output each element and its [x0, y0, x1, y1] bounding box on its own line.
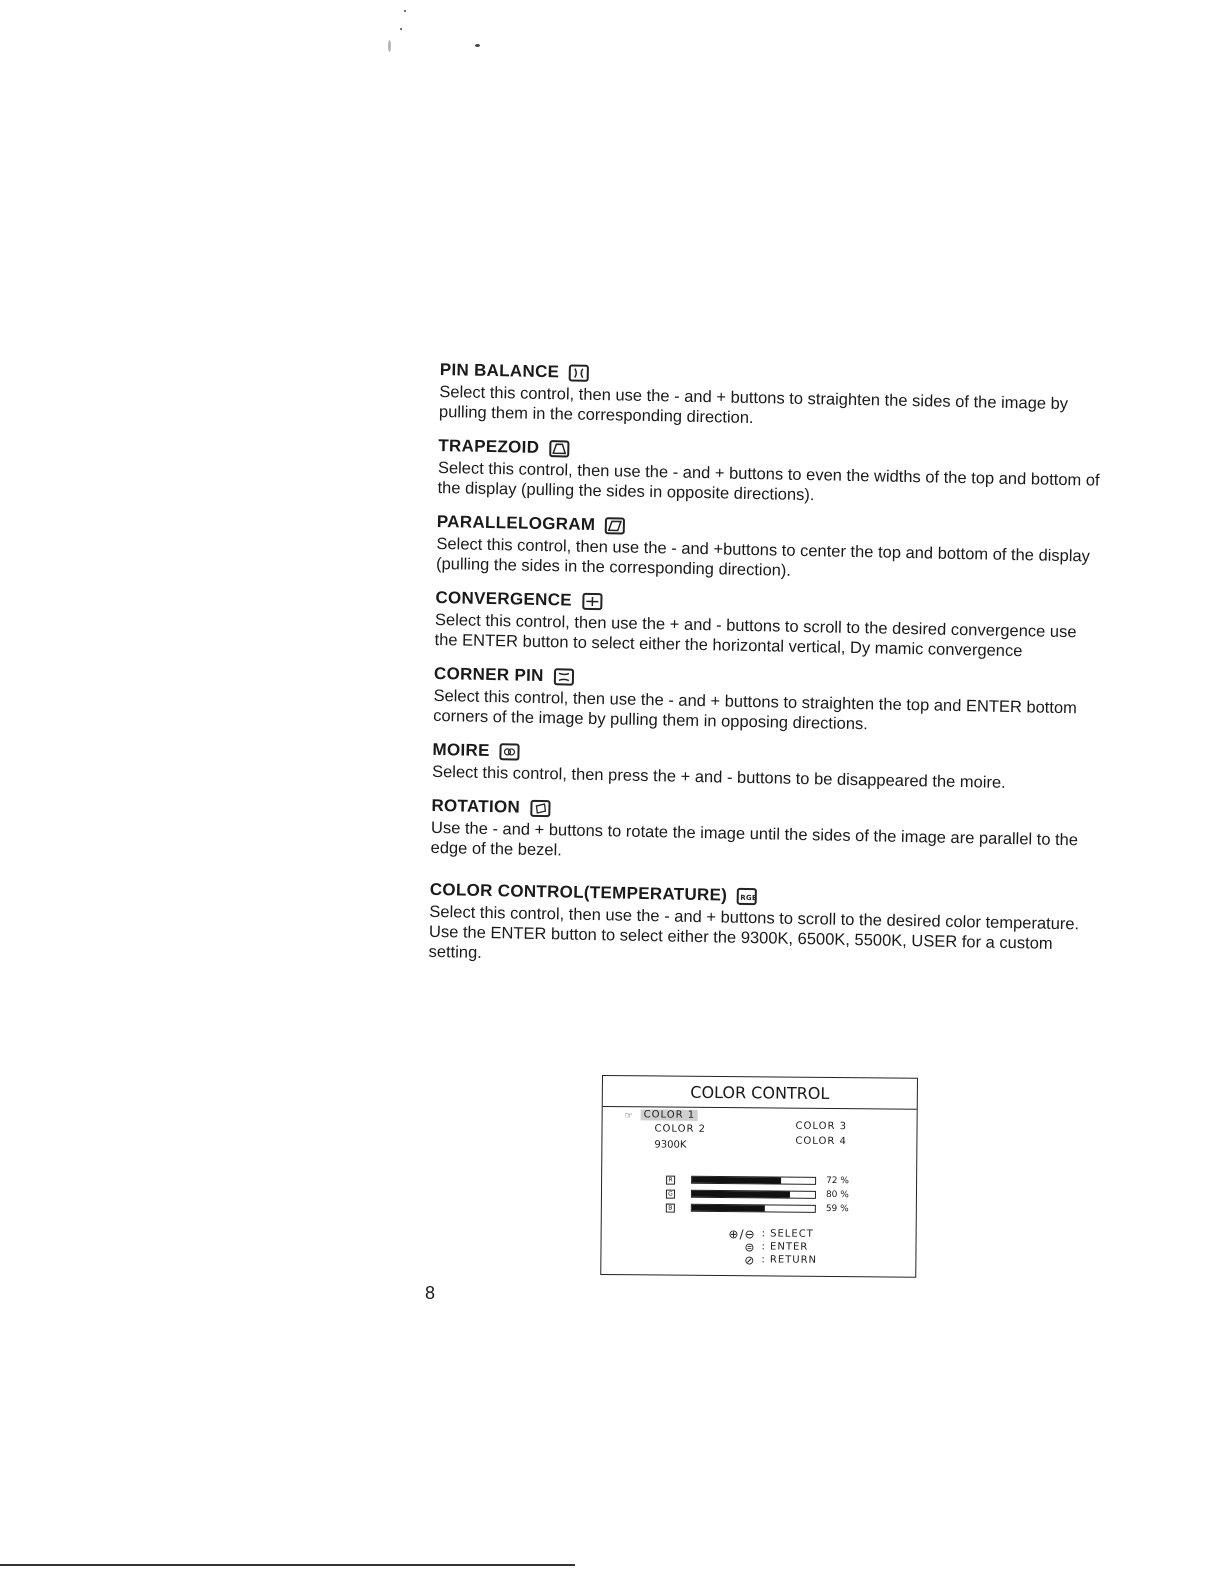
osd-item-color-2[interactable]: COLOR 2: [654, 1123, 707, 1135]
bottom-rule: [0, 1564, 575, 1566]
bar-row-red: [666, 1174, 849, 1188]
section-trapezoid: [437, 436, 1103, 511]
section-title: CONVERGENCE: [435, 587, 573, 610]
section-parallelogram: [436, 512, 1102, 587]
section-title: CORNER PIN: [433, 663, 544, 686]
legend-label: : SELECT: [761, 1228, 814, 1240]
legend-label: : RETURN: [761, 1254, 818, 1266]
blue-level-slider[interactable]: [691, 1204, 816, 1213]
osd-title: COLOR CONTROL: [603, 1076, 917, 1110]
red-channel-icon: R: [666, 1175, 675, 1184]
pin-balance-icon: [569, 364, 589, 381]
section-text: Select this control, then press the + and - buttons to be disappeared the moire.: [431, 762, 1006, 792]
green-channel-icon: G: [666, 1189, 675, 1198]
section-text: Select this control, then use the + and - buttons to scroll to the desired convergence use the ENTER button to select either the horizontal vertical, Dy mamic convergence: [434, 610, 1077, 661]
section-title: ROTATION: [431, 795, 521, 817]
section-title: PARALLELOGRAM: [436, 511, 596, 535]
bar-row-blue: [666, 1202, 849, 1216]
section-color-control: [428, 880, 1094, 975]
section-text: Select this control, then use the - and + buttons to straighten the top and ENTER bottom corners of the image by pulling them in opposing directions.: [432, 686, 1078, 734]
pointer-icon: ☞: [624, 1111, 634, 1122]
section-corner-pin: [433, 664, 1099, 739]
page-number: 8: [425, 1283, 436, 1303]
section-text: Select this control, then use the - and + buttons to scroll to the desired color temperature. Use the ENTER button to select either the 9300K, 6500K, 5500K, USER for a custom setting.: [428, 902, 1080, 962]
trapezoid-icon: [549, 440, 569, 457]
rgb-icon: [737, 887, 757, 904]
osd-item-color-3[interactable]: COLOR 3: [795, 1120, 848, 1133]
red-level-value: 72 %: [826, 1175, 850, 1187]
plus-minus-icon: ⊕/⊖: [728, 1226, 756, 1241]
parallelogram-icon: [605, 517, 625, 534]
section-text: Select this control, then use the - and + buttons to straighten the sides of the image by pulling them in the corresponding direction.: [438, 382, 1069, 428]
osd-item-color-4[interactable]: COLOR 4: [795, 1135, 847, 1148]
legend-label: : ENTER: [761, 1241, 809, 1253]
osd-current-temperature: 9300K: [654, 1139, 687, 1151]
green-level-slider[interactable]: [691, 1190, 816, 1199]
rotation-icon: [530, 799, 550, 816]
osd-item-color-1[interactable]: COLOR 1: [641, 1109, 699, 1121]
section-pin-balance: [439, 360, 1105, 435]
blue-channel-icon: B: [666, 1203, 675, 1212]
moire-icon: [500, 743, 520, 760]
corner-pin-icon: [554, 668, 574, 685]
section-convergence: [434, 588, 1100, 663]
section-text: Use the - and + buttons to rotate the image until the sides of the image are parallel to the edge of the bezel.: [430, 818, 1079, 860]
convergence-icon: [582, 592, 602, 609]
green-level-value: 80 %: [825, 1189, 849, 1201]
manual-content: [428, 360, 1105, 989]
section-title: MOIRE: [432, 739, 490, 761]
color-bars: [666, 1174, 849, 1218]
section-title: TRAPEZOID: [438, 435, 540, 457]
section-text: Select this control, then use the - and + buttons to even the widths of the top and bottom of the display (pulling the sides in opposite directions).: [437, 458, 1100, 505]
blue-level-value: 59 %: [825, 1203, 849, 1215]
section-text: Select this control, then use the - and +buttons to center the top and bottom of the display (pulling the sides in the corresponding direction).: [435, 534, 1091, 580]
section-rotation: [430, 796, 1096, 871]
osd-legend: [707, 1227, 817, 1267]
section-moire: [432, 740, 1098, 795]
bar-row-green: [666, 1188, 849, 1202]
red-level-slider[interactable]: [691, 1176, 816, 1185]
return-icon: ⊘: [744, 1252, 756, 1267]
svg-text:RGB: RGB: [740, 893, 759, 902]
osd-menu: [602, 1107, 917, 1170]
color-control-osd: [600, 1075, 918, 1278]
legend-return: [707, 1253, 817, 1267]
enter-icon: ⊜: [744, 1239, 756, 1254]
section-title: COLOR CONTROL(TEMPERATURE): [429, 879, 728, 905]
section-title: PIN BALANCE: [439, 360, 560, 382]
